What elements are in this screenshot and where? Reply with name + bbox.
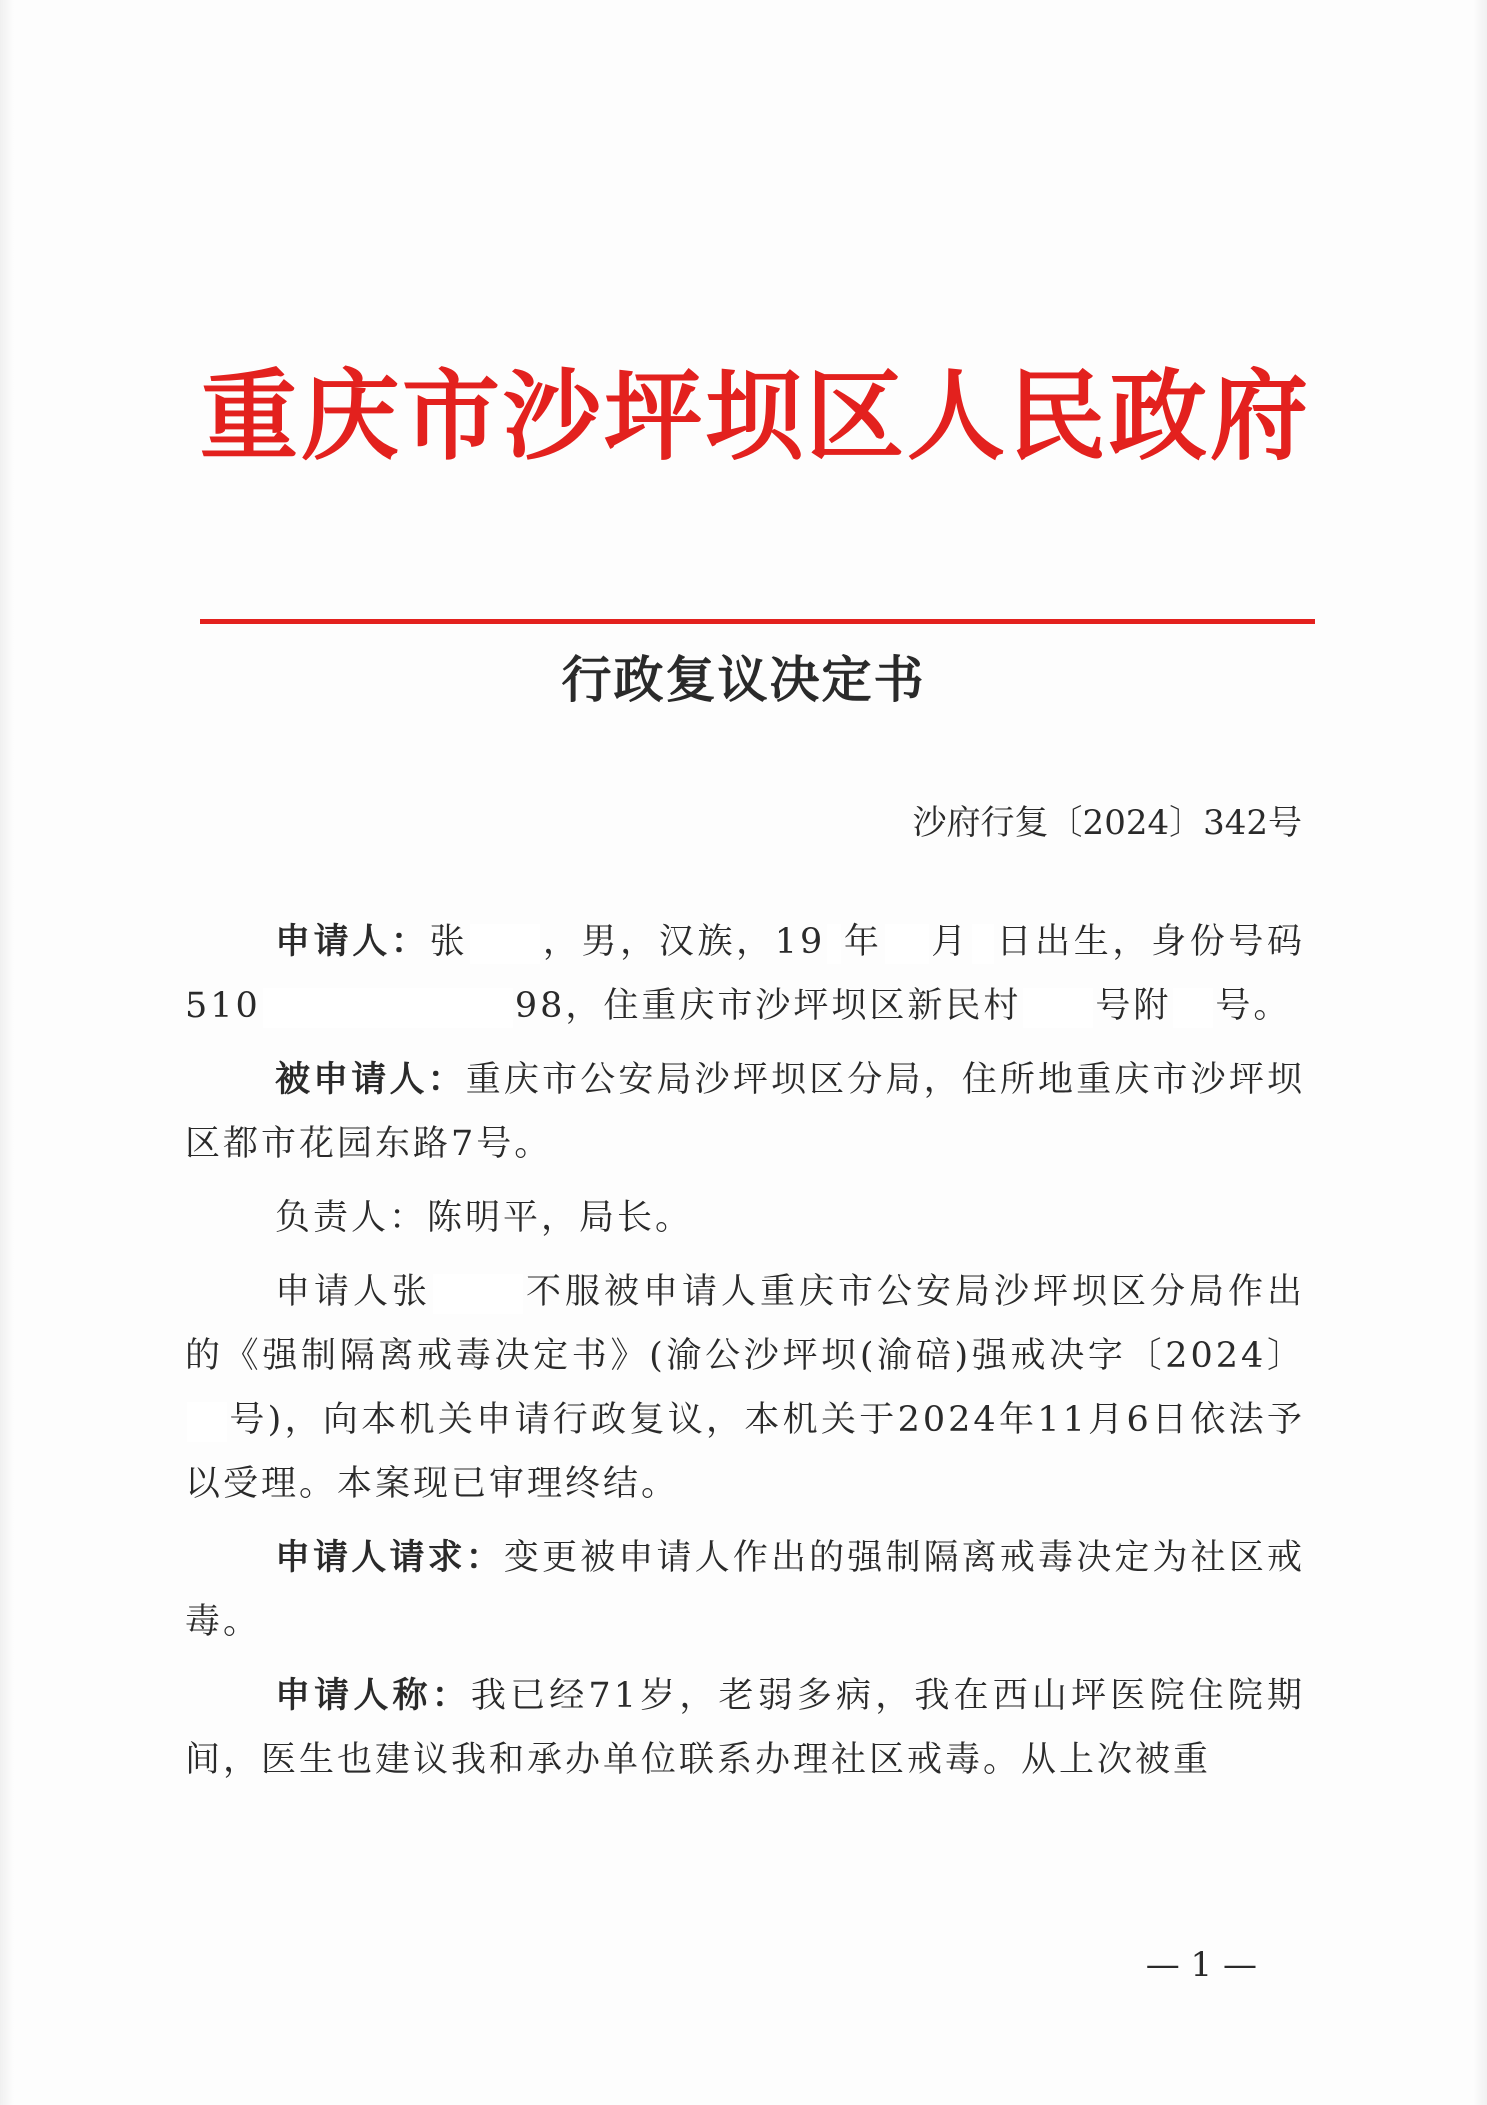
applicant-text-a: 张	[429, 922, 469, 962]
case-intro-text-b: 不服被申请人重庆市公安局沙坪坝区分局作出的《强制隔离戒毒决定书》(渝公沙坪坝(渝碚)强戒决字〔2024〕	[185, 1272, 1305, 1376]
redaction-block	[827, 924, 841, 964]
case-intro-text-c: 号)，向本机关申请行政复议，本机关于2024年11月6日依法予以受理。本案现已审理终结。	[185, 1400, 1305, 1504]
paragraph-respondent	[185, 1048, 1305, 1176]
page-number: — 1 —	[1145, 1945, 1257, 1985]
applicant-text-b: ，男，汉族，19	[542, 922, 826, 962]
applicant-text-e: 日出生，身份号码510	[185, 922, 1305, 1026]
redaction-block	[433, 1274, 523, 1314]
redaction-block	[470, 924, 540, 964]
redaction-block	[1173, 988, 1213, 1028]
principal-text: 负责人：陈明平，局长。	[275, 1198, 694, 1238]
document-body	[185, 910, 1305, 1802]
paragraph-applicant	[185, 910, 1305, 1038]
applicant-text-c: 年	[843, 922, 883, 962]
paragraph-principal	[185, 1186, 1305, 1250]
paragraph-claim	[185, 1664, 1305, 1792]
respondent-text: 重庆市公安局沙坪坝区分局，住所地重庆市沙坪坝区都市花园东路7号。	[185, 1060, 1305, 1164]
case-intro-text-a: 申请人张	[275, 1272, 431, 1312]
applicant-text-d: 月	[930, 922, 970, 962]
claim-label: 申请人称：	[275, 1675, 471, 1716]
paragraph-case-intro	[185, 1260, 1305, 1516]
request-text: 变更被申请人作出的强制隔离戒毒决定为社区戒毒。	[185, 1538, 1305, 1642]
claim-text: 我已经71岁，老弱多病，我在西山坪医院住院期间，医生也建议我和承办单位联系办理社区戒毒。从上次被重	[185, 1676, 1305, 1780]
redaction-block	[1023, 988, 1093, 1028]
issuing-authority-title: 重庆市沙坪坝区人民政府	[200, 359, 1312, 474]
redaction-block	[263, 988, 513, 1028]
paragraph-request	[185, 1526, 1305, 1654]
applicant-text-h: 号。	[1215, 986, 1292, 1026]
scan-shadow-left	[0, 0, 14, 2105]
document-title: 行政复议决定书	[561, 650, 926, 709]
redaction-block	[187, 1402, 227, 1442]
red-separator-line	[200, 619, 1315, 624]
applicant-text-f: 98，住重庆市沙坪坝区新民村	[514, 986, 1022, 1026]
scan-shadow-right	[1473, 0, 1487, 2105]
applicant-text-g: 号附	[1095, 986, 1172, 1026]
document-number: 沙府行复〔2024〕342号	[912, 803, 1302, 843]
redaction-block	[885, 924, 929, 964]
respondent-label: 被申请人：	[275, 1059, 466, 1100]
request-label: 申请人请求：	[275, 1537, 504, 1578]
redaction-block	[972, 924, 994, 964]
applicant-label: 申请人：	[275, 921, 430, 962]
